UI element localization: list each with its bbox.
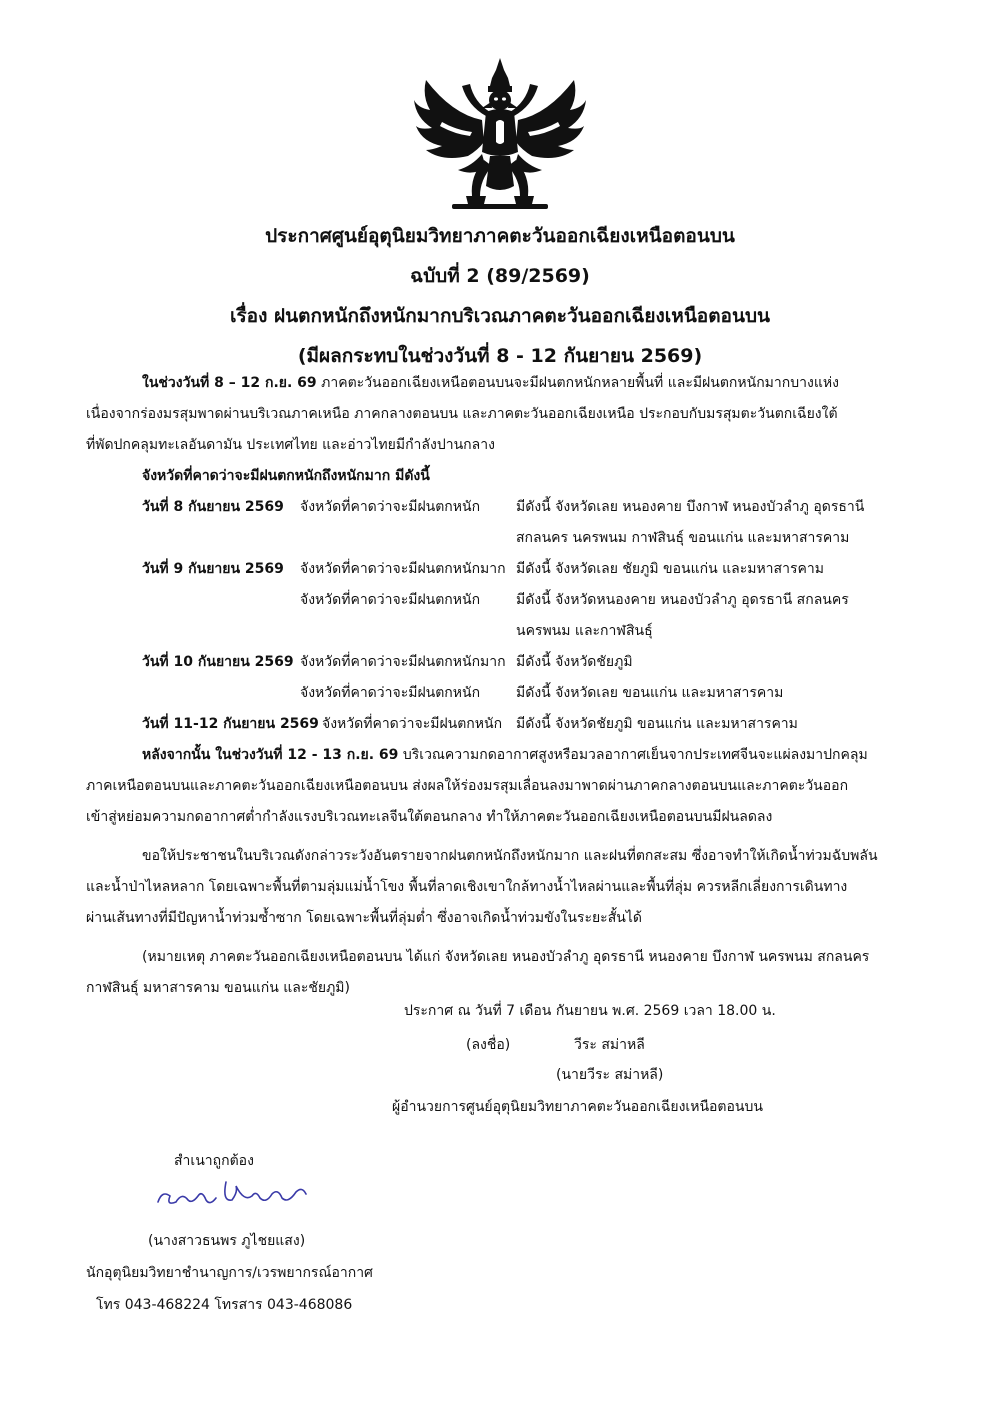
forecast-provinces: มีดังนี้ จังหวัดเลย ชัยภูมิ ขอนแก่น และมหาสารคาม <box>516 561 824 577</box>
intro-line-1 <box>86 368 934 399</box>
note-line-2: กาฬสินธุ์ มหาสารคาม ขอนแก่น และชัยภูมิ) <box>86 980 350 996</box>
forecast-row <box>86 492 934 523</box>
forecast-type: จังหวัดที่คาดว่าจะมีฝนตกหนัก <box>300 592 481 608</box>
forecast-date: วันที่ 11-12 กันยายน 2569 <box>142 716 319 732</box>
intro-line-2: เนื่องจากร่องมรสุมพาดผ่านบริเวณภาคเหนือ ภาคกลางตอนบน และภาคตะวันออกเฉียงเหนือ ประกอบกับมรสุมตะวันตกเฉียงใต้ <box>86 406 838 422</box>
note-line-1: (หมายเหตุ ภาคตะวันออกเฉียงเหนือตอนบน ได้แก่ จังหวัดเลย หนองบัวลำภู อุดรธานี หนองคาย บึงกาฬ นครพนม สกลนคร <box>142 949 870 965</box>
forecast-type: จังหวัดที่คาดว่าจะมีฝนตกหนัก <box>300 685 481 701</box>
forecast-provinces: มีดังนี้ จังหวัดชัยภูมิ ขอนแก่น และมหาสารคาม <box>516 716 798 732</box>
certified-copy-label: สำเนาถูกต้อง <box>174 1153 254 1169</box>
document-title: ประกาศศูนย์อุตุนิยมวิทยาภาคตะวันออกเฉียงเหนือตอนบน <box>265 225 735 247</box>
garuda-emblem-icon <box>412 56 588 212</box>
forecast-provinces: มีดังนี้ จังหวัดชัยภูมิ <box>516 654 633 670</box>
forecast-row <box>86 585 934 616</box>
forecast-date: วันที่ 8 กันยายน 2569 <box>142 499 284 515</box>
issue-number: ฉบับที่ 2 (89/2569) <box>410 265 590 287</box>
forecast-type: จังหวัดที่คาดว่าจะมีฝนตกหนักมาก <box>300 654 506 670</box>
after-line-2: ภาคเหนือตอนบนและภาคตะวันออกเฉียงเหนือตอนบน ส่งผลให้ร่องมรสุมเลื่อนลงมาพาดผ่านภาคกลางตอนบนและภาคตะวันออก <box>86 778 849 794</box>
intro-lead: ในช่วงวันที่ 8 – 12 ก.ย. 69 <box>142 375 317 391</box>
forecast-provinces: สกลนคร นครพนม กาฬสินธุ์ ขอนแก่น และมหาสารคาม <box>516 530 850 546</box>
forecast-row <box>86 616 934 647</box>
intro-text: ภาคตะวันออกเฉียงเหนือตอนบนจะมีฝนตกหนักหลายพื้นที่ และมีฝนตกหนักมากบางแห่ง <box>316 375 839 391</box>
forecast-type: จังหวัดที่คาดว่าจะมีฝนตกหนัก <box>300 499 481 515</box>
warning-line-1: ขอให้ประชาชนในบริเวณดังกล่าวระวังอันตรายจากฝนตกหนักถึงหนักมาก และฝนที่ตกสะสม ซึ่งอาจทำให้เกิดน้ำท่วมฉับพลัน <box>142 848 878 864</box>
forecast-date: วันที่ 9 กันยายน 2569 <box>142 561 284 577</box>
after-lead: หลังจากนั้น ในช่วงวันที่ 12 - 13 ก.ย. 69 <box>142 747 399 763</box>
contact-phone-fax: โทร 043-468224 โทรสาร 043-468086 <box>96 1297 353 1313</box>
provinces-heading: จังหวัดที่คาดว่าจะมีฝนตกหนักถึงหนักมาก มีดังนี้ <box>142 468 430 484</box>
forecast-row <box>86 554 934 585</box>
signer-name: วีระ สม่าหลี <box>574 1037 645 1053</box>
forecast-type: จังหวัดที่คาดว่าจะมีฝนตกหนักมาก <box>300 561 506 577</box>
signer-full-name: (นายวีระ สม่าหลี) <box>556 1067 664 1083</box>
signed-label: (ลงชื่อ) <box>466 1037 511 1053</box>
forecast-row <box>86 523 934 554</box>
certifier-position: นักอุตุนิยมวิทยาชำนาญการ/เวรพยากรณ์อากาศ <box>86 1265 373 1281</box>
forecast-type: จังหวัดที่คาดว่าจะมีฝนตกหนัก <box>322 716 503 732</box>
document-header <box>0 216 1000 376</box>
effect-period: (มีผลกระทบในช่วงวันที่ 8 - 12 กันยายน 2569) <box>297 345 703 367</box>
after-line-3: เข้าสู่หย่อมความกดอากาศต่ำกำลังแรงบริเวณทะเลจีนใต้ตอนกลาง ทำให้ภาคตะวันออกเฉียงเหนือตอนบนมีฝนลดลง <box>86 809 773 825</box>
intro-line-3: ที่พัดปกคลุมทะเลอันดามัน ประเทศไทย และอ่าวไทยมีกำลังปานกลาง <box>86 437 495 453</box>
subject: เรื่อง ฝนตกหนักถึงหนักมากบริเวณภาคตะวันออกเฉียงเหนือตอนบน <box>229 305 770 327</box>
after-line-1 <box>86 740 934 771</box>
forecast-provinces: มีดังนี้ จังหวัดเลย หนองคาย บึงกาฬ หนองบัวลำภู อุดรธานี <box>516 499 865 515</box>
forecast-provinces: นครพนม และกาฬสินธุ์ <box>516 623 653 639</box>
warning-line-2: และน้ำป่าไหลหลาก โดยเฉพาะพื้นที่ตามลุ่มแม่น้ำโขง พื้นที่ลาดเชิงเขาใกล้ทางน้ำไหลผ่านและพื้นที่ลุ่ม ควรหลีกเลี่ยงการเดินทาง <box>86 879 848 895</box>
forecast-date: วันที่ 10 กันยายน 2569 <box>142 654 294 670</box>
forecast-row <box>86 709 934 740</box>
after-text: บริเวณความกดอากาศสูงหรือมวลอากาศเย็นจากประเทศจีนจะแผ่ลงมาปกคลุม <box>398 747 868 763</box>
warning-line-3: ผ่านเส้นทางที่มีปัญหาน้ำท่วมซ้ำซาก โดยเฉพาะพื้นที่ลุ่มต่ำ ซึ่งอาจเกิดน้ำท่วมขังในระยะสั้นได้ <box>86 910 642 926</box>
certifier-name: (นางสาวธนพร ภูไชยแสง) <box>148 1233 306 1249</box>
forecast-provinces: มีดังนี้ จังหวัดหนองคาย หนองบัวลำภู อุดรธานี สกลนคร <box>516 592 849 608</box>
announcement-date: ประกาศ ณ วันที่ 7 เดือน กันยายน พ.ศ. 2569 เวลา 18.00 น. <box>404 1003 776 1019</box>
signer-position: ผู้อำนวยการศูนย์อุตุนิยมวิทยาภาคตะวันออกเฉียงเหนือตอนบน <box>392 1099 763 1115</box>
forecast-row <box>86 647 934 678</box>
document-body <box>86 368 934 1004</box>
forecast-provinces: มีดังนี้ จังหวัดเลย ขอนแก่น และมหาสารคาม <box>516 685 784 701</box>
handwritten-signature-icon <box>152 1172 312 1212</box>
forecast-row <box>86 678 934 709</box>
